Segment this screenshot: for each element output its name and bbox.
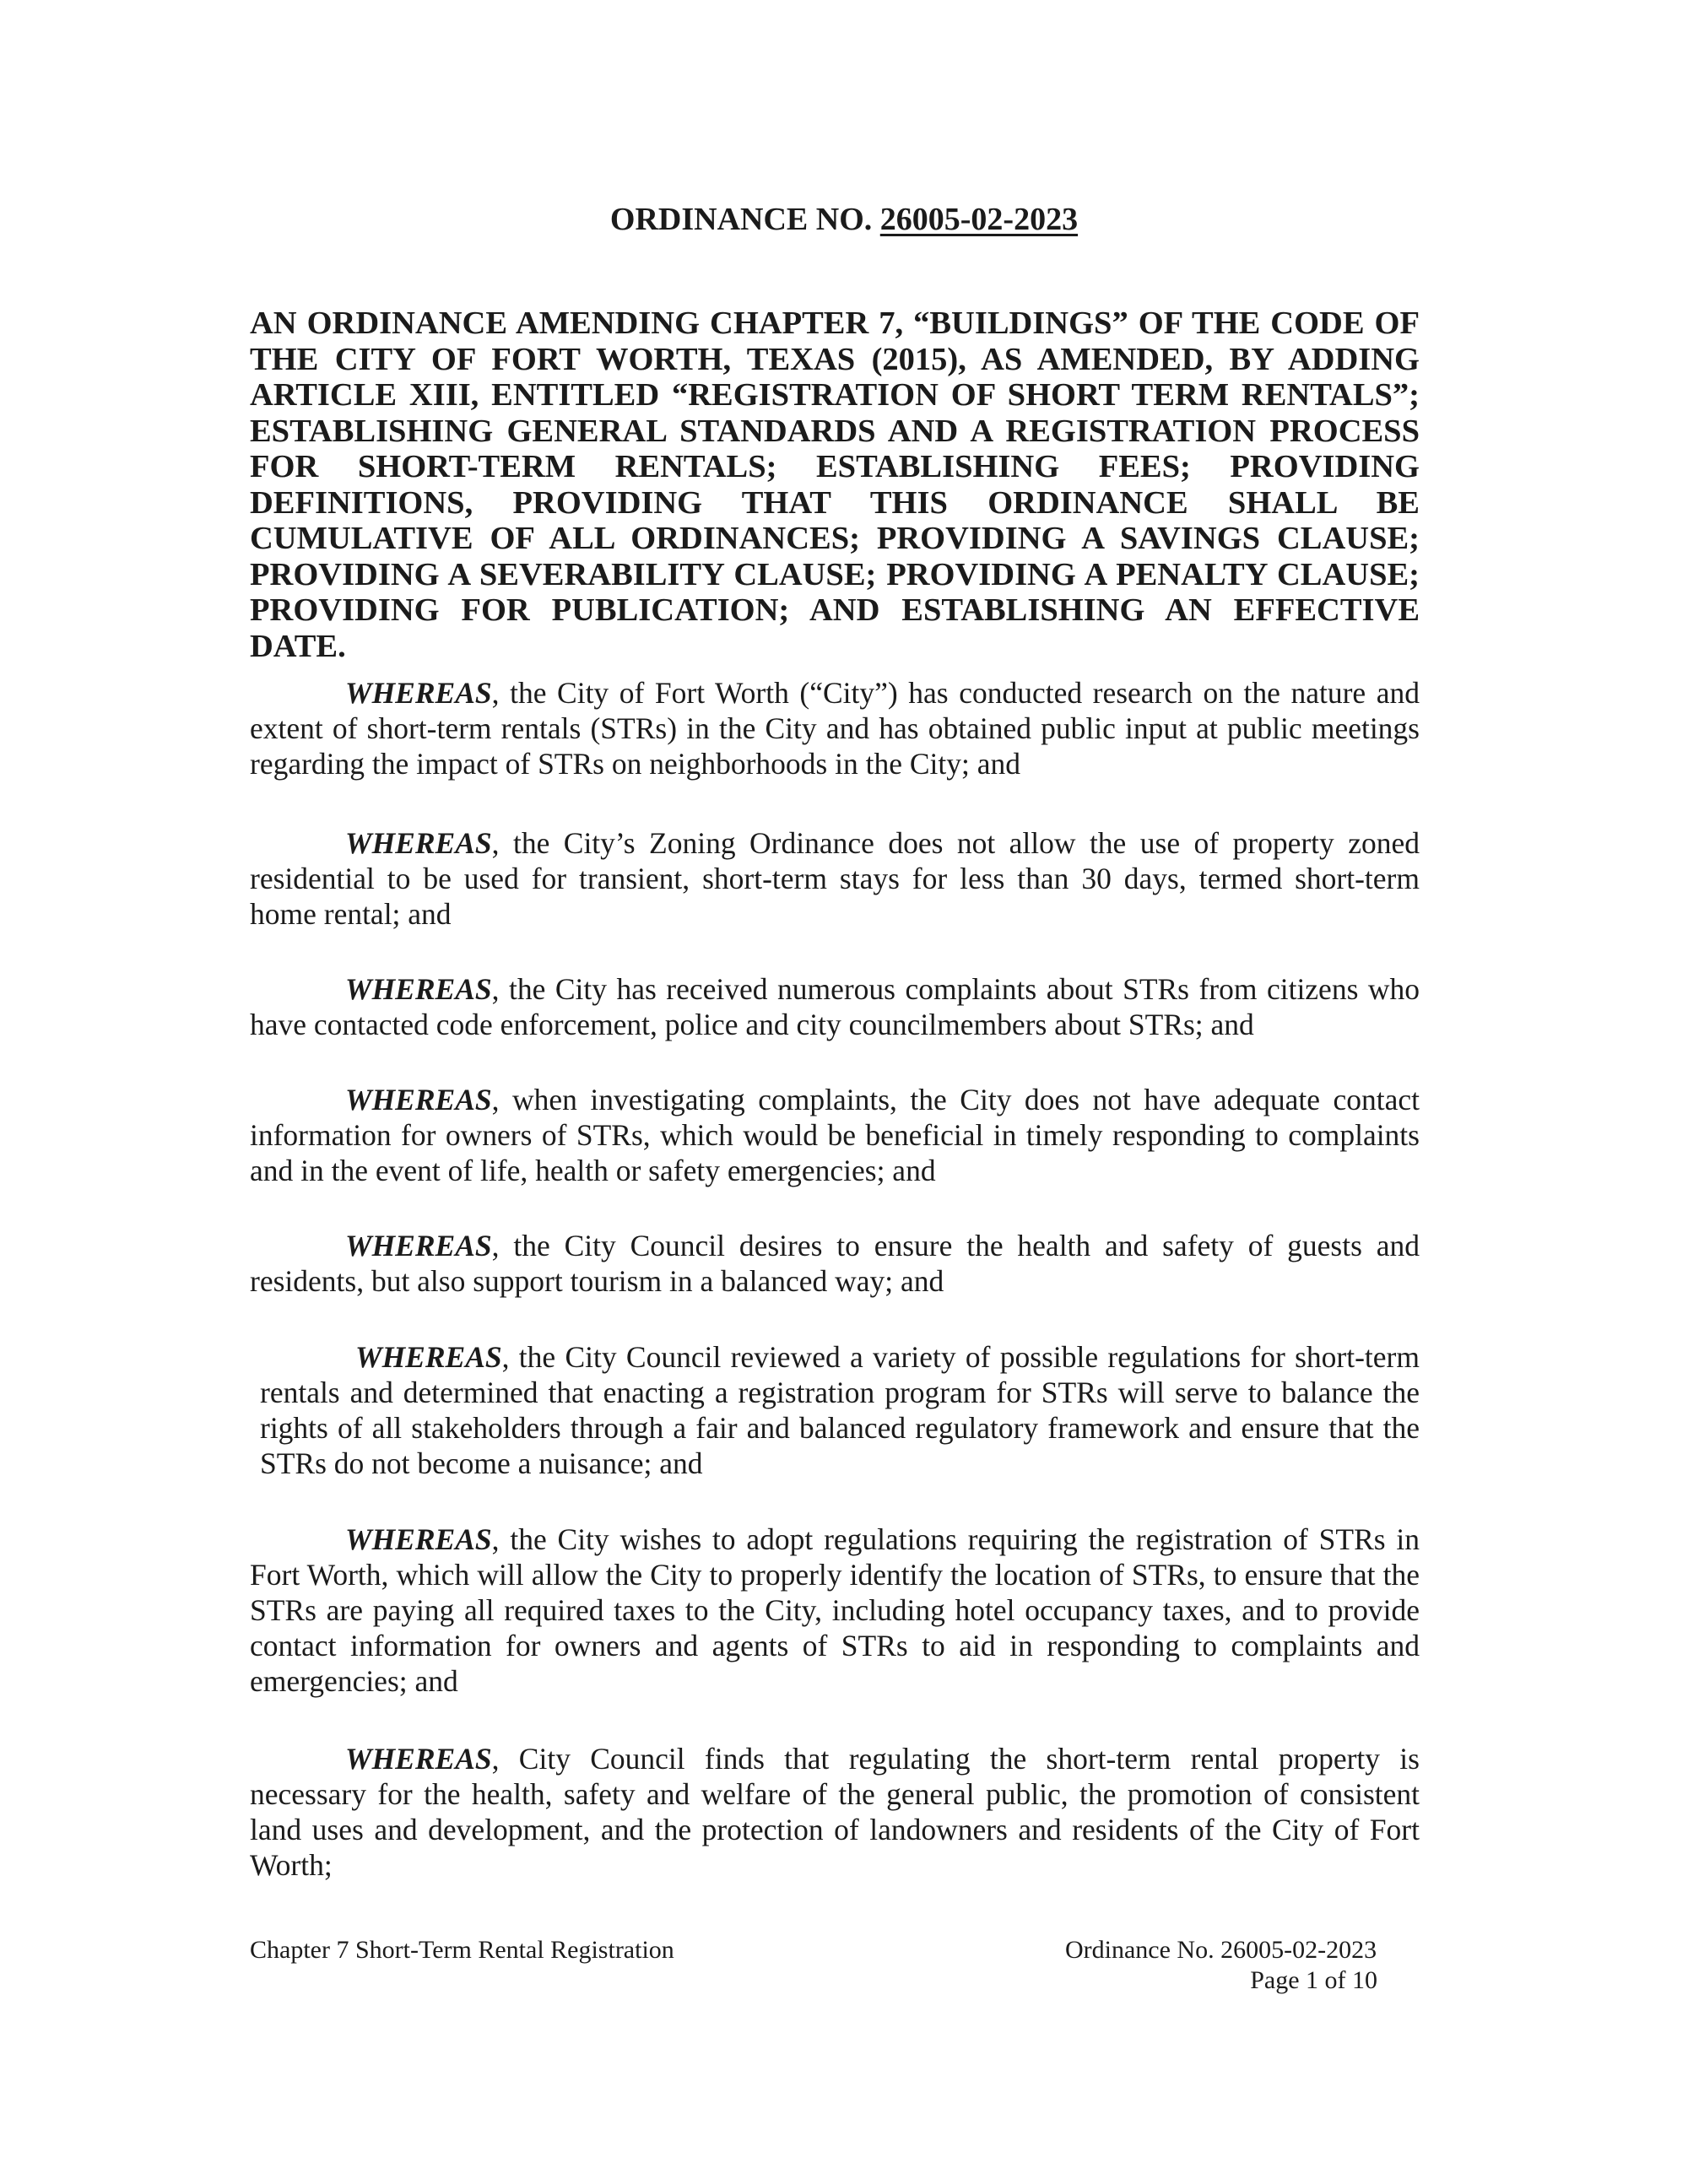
ordinance-title bbox=[0, 199, 1688, 240]
whereas-lead: WHEREAS bbox=[345, 826, 492, 860]
paragraph-text: , the City Council desires to ensure the health and safety of guests and residents, but also support tourism in a balanced way; and bbox=[250, 1229, 1420, 1298]
ordinance-caption: AN ORDINANCE AMENDING CHAPTER 7, “BUILDINGS” OF THE CODE OF THE CITY OF FORT WORTH, TEXAS (2015), AS AMENDED, BY ADDING ARTICLE XIII, ENTITLED “REGISTRATION OF SHORT TERM RENTALS”; ESTABLISHING GENERAL STANDARDS AND A REGISTRATION PROCESS FOR SHORT-TERM RENTALS; ESTABLISHING FEES; PROVIDING DEFINITIONS, PROVIDING THAT THIS ORDINANCE SHALL BE CUMULATIVE OF ALL ORDINANCES; PROVIDING A SAVINGS CLAUSE; PROVIDING A SEVERABILITY CLAUSE; PROVIDING A PENALTY CLAUSE; PROVIDING FOR PUBLICATION; AND ESTABLISHING AN EFFECTIVE DATE. bbox=[250, 305, 1420, 664]
whereas-lead: WHEREAS bbox=[345, 1083, 492, 1116]
footer-ordinance-number: Ordinance No. 26005-02-2023 bbox=[1065, 1936, 1377, 1964]
paragraph-text: , the City of Fort Worth (“City”) has conducted research on the nature and extent of short-term rentals (STRs) in the City and has obtained public input at public meetings regarding the impact of STRs on neighborhoods in the City; and bbox=[250, 676, 1420, 781]
whereas-lead: WHEREAS bbox=[355, 1340, 502, 1374]
paragraph-text: , the City wishes to adopt regulations requiring the registration of STRs in Fort Worth, which will allow the City to properly identify the location of STRs, to ensure that the STRs are paying all required taxes to the City, including hotel occupancy taxes, and to provide contact information for owners and agents of STRs to aid in responding to complaints and emergencies; and bbox=[250, 1522, 1420, 1698]
whereas-lead: WHEREAS bbox=[345, 1522, 492, 1556]
whereas-paragraph-6 bbox=[260, 1339, 1420, 1481]
whereas-lead: WHEREAS bbox=[345, 676, 492, 710]
paragraph-text: , the City has received numerous complaints about STRs from citizens who have contacted code enforcement, police and city councilmembers about STRs; and bbox=[250, 972, 1420, 1041]
paragraph-text: , the City’s Zoning Ordinance does not allow the use of property zoned residential to be used for transient, short-term stays for less than 30 days, termed short-term home rental; and bbox=[250, 826, 1420, 931]
ordinance-number: 26005-02-2023 bbox=[879, 202, 1079, 237]
whereas-paragraph-4 bbox=[250, 1082, 1420, 1188]
whereas-lead: WHEREAS bbox=[345, 1229, 492, 1262]
paragraph-text: , the City Council reviewed a variety of possible regulations for short-term rentals and determined that enacting a registration program for STRs will serve to balance the rights of all stakeholders through a fair and balanced regulatory framework and ensure that the STRs do not become a nuisance; and bbox=[260, 1340, 1420, 1480]
paragraph-text: , when investigating complaints, the City does not have adequate contact information for owners of STRs, which would be beneficial in timely responding to complaints and in the event of life, health or safety emergencies; and bbox=[250, 1083, 1420, 1187]
title-prefix: ORDINANCE NO. bbox=[609, 202, 880, 237]
whereas-paragraph-8 bbox=[250, 1741, 1420, 1883]
whereas-paragraph-5 bbox=[250, 1228, 1420, 1299]
whereas-paragraph-1 bbox=[250, 675, 1420, 781]
whereas-lead: WHEREAS bbox=[345, 972, 492, 1006]
whereas-paragraph-2 bbox=[250, 825, 1420, 932]
footer-right-block bbox=[1065, 1935, 1420, 1996]
paragraph-text: , City Council finds that regulating the short-term rental property is necessary for the health, safety and welfare of the general public, the promotion of consistent land uses and development, and the protection of landowners and residents of the City of Fort Worth; bbox=[250, 1742, 1420, 1882]
whereas-paragraph-3 bbox=[250, 971, 1420, 1042]
page-number: Page 1 of 10 bbox=[1250, 1966, 1377, 1994]
footer-chapter-title: Chapter 7 Short-Term Rental Registration bbox=[250, 1936, 674, 1964]
whereas-lead: WHEREAS bbox=[345, 1742, 492, 1776]
whereas-paragraph-7 bbox=[250, 1522, 1420, 1699]
